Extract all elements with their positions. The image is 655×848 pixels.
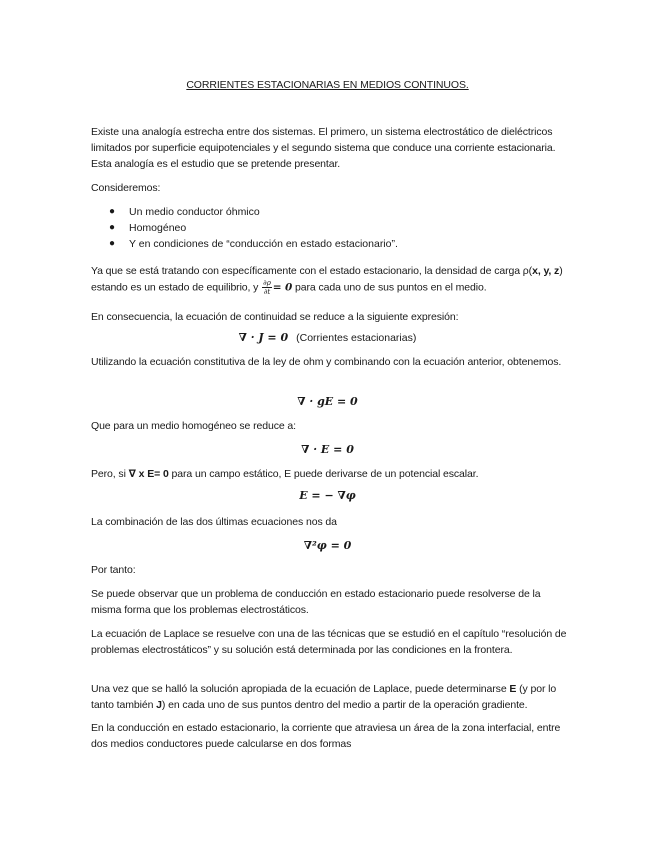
paragraph-gradient-operation: Una vez que se halló la solución apropiada de la ecuación de Laplace, puede determinarse E (y por lo tanto también J) en cada uno de sus puntos dentro del medio a partir de la operación gradiente. — [91, 683, 557, 711]
list-item: ● Un medio conductor óhmico — [109, 206, 260, 218]
paragraph-por-tanto: Por tanto: — [91, 564, 136, 576]
paragraph-combination: La combinación de las dos últimas ecuaciones nos da — [91, 516, 337, 528]
conditions-list — [91, 204, 571, 252]
paragraph-homogeneous: Que para un medio homogéneo se reduce a: — [91, 420, 296, 432]
paragraph-ohm: Utilizando la ecuación constitutiva de la ley de ohm y combinando con la ecuación anterior, obtenemos. — [91, 356, 562, 368]
list-item: ● Y en condiciones de “conducción en estado estacionario”. — [109, 238, 398, 250]
bullet-icon: ● — [109, 206, 116, 217]
list-item: ● Homogéneo — [109, 222, 187, 234]
bullet-icon: ● — [109, 238, 116, 249]
paragraph-steady-state: Ya que se está tratando con específicamente con el estado estacionario, la densidad de carga ρ(x, y, z) estando es un estado de equilibrio, y $\frac{\partial\rho}{\partial t}$ = 0 para cada uno de sus puntos en el medio. — [91, 265, 563, 296]
equation-laplace: ∇²φ = 0 — [303, 539, 352, 552]
partial-derivative: $\frac{\partial\rho}{\partial t}$ — [263, 279, 271, 296]
equation-divergence: ∇ · E = 0 — [301, 443, 354, 456]
paragraph-intro: Existe una analogía estrecha entre dos sistemas. El primero, un sistema electrostático de dieléctricos limitados por superficie equipotenciales y el segundo sistema que conduce una corriente estacionaria. Esta analogía es el estudio que se pretende presentar. — [91, 126, 556, 170]
bullet-icon: ● — [109, 222, 116, 233]
paragraph-observation: Se puede observar que un problema de conducción en estado estacionario puede resolverse de la misma forma que los problemas electrostáticos. — [91, 588, 541, 616]
paragraph-static-field: Pero, si ∇ x E= 0 para un campo estático, E puede derivarse de un potencial escalar. — [91, 468, 479, 480]
equation-ohm: ∇ · gE = 0 — [297, 395, 358, 408]
paragraph-laplace-solution: La ecuación de Laplace se resuelve con una de las técnicas que se estudió en el capítulo “resolución de problemas electrostáticos” y su solución está determinada por las condiciones en la frontera. — [91, 628, 567, 656]
document-title: CORRIENTES ESTACIONARIAS EN MEDIOS CONTINUOS. — [186, 79, 469, 91]
equation-gradient: E = − ∇φ — [299, 489, 356, 502]
equation-continuity: ∇ · J = 0 (Corrientes estacionarias) — [238, 331, 417, 344]
paragraph-interface-current: En la conducción en estado estacionario, la corriente que atraviesa un área de la zona interfacial, entre dos medios conductores puede calcularse en dos formas — [91, 722, 561, 750]
paragraph-consideremos: Consideremos: — [91, 182, 161, 194]
paragraph-continuity: En consecuencia, la ecuación de continuidad se reduce a la siguiente expresión: — [91, 311, 459, 323]
